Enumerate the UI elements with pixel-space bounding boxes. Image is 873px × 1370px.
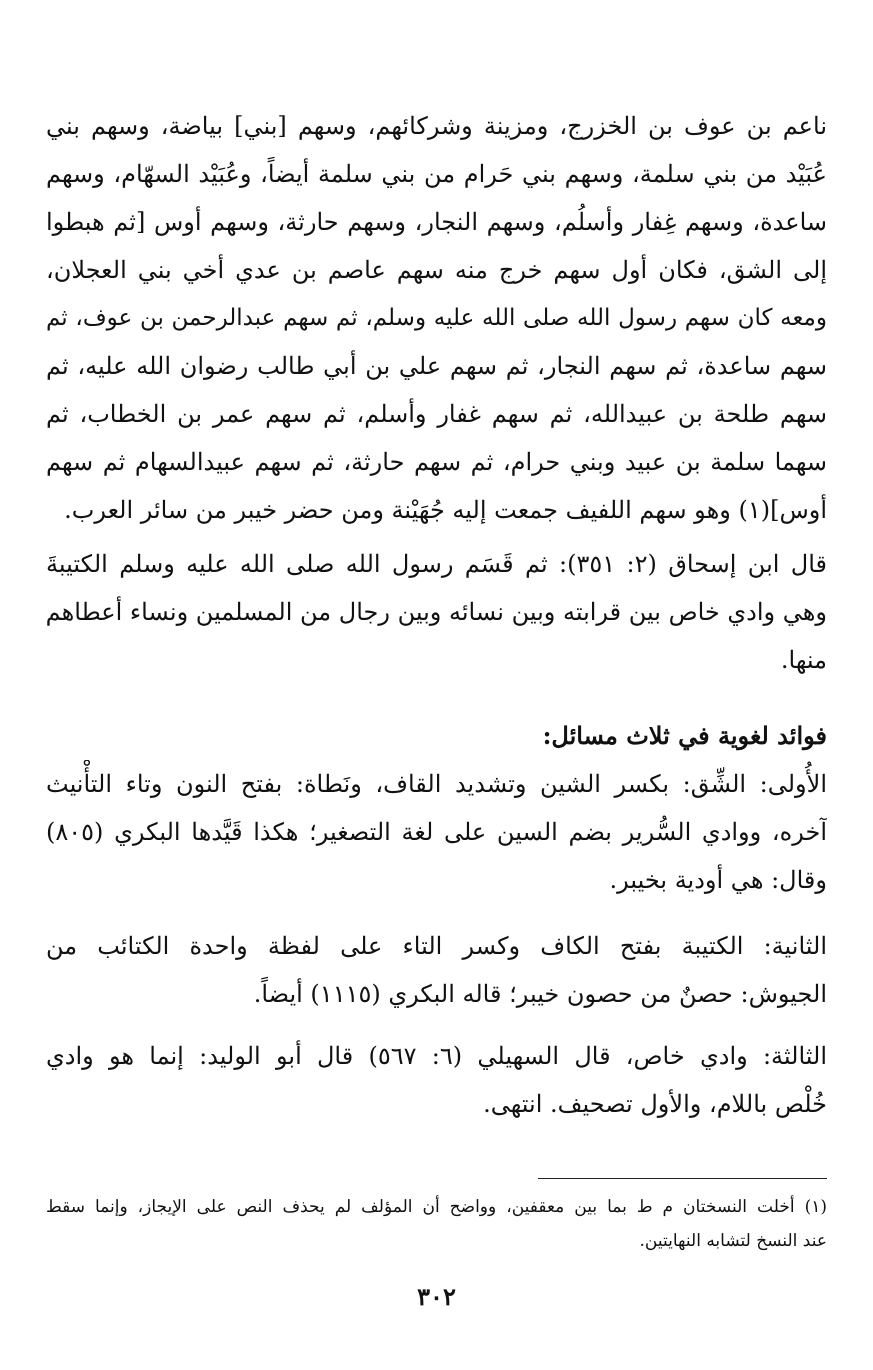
page-number: ٣٠٢ <box>417 1282 456 1311</box>
text-line: سهما سلمة بن عبيد وبني حرام، ثم سهم حارثة، ثم سهم عبيدالسهام ثم سهم <box>46 448 827 476</box>
text-line: وقال: هي أودية بخيبر. <box>609 866 827 894</box>
text-line: خُلْص باللام، والأول تصحيف. انتهى. <box>483 1090 827 1118</box>
text-line: وهي وادي خاص بين قرابته وبين نسائه وبين رجال من المسلمين ونساء أعطاهم <box>46 598 827 626</box>
text-line: سهم طلحة بن عبيدالله، ثم سهم غفار وأسلم، ثم سهم عمر بن الخطاب، ثم <box>46 400 827 428</box>
second-issue-paragraph <box>46 922 827 1018</box>
main-paragraph <box>46 102 827 534</box>
text-line: ناعم بن عوف بن الخزرج، ومزينة وشركائهم، وسهم [بني] بياضة، وسهم بني <box>46 112 827 140</box>
text-line: الأُولى: الشِّق: بكسر الشين وتشديد القاف، ونَطاة: بفتح النون وتاء التأْنيث <box>46 770 827 798</box>
footnote-line: عند النسخ لتشابه النهايتين. <box>639 1231 827 1251</box>
text-line: ساعدة، وسهم غِفار وأسلُم، وسهم النجار، وسهم حارثة، وسهم أوس [ثم هبطوا <box>46 208 827 236</box>
footnote <box>46 1190 827 1258</box>
text-line: ومعه كان سهم رسول الله صلى الله عليه وسلم، ثم سهم عبدالرحمن بن عوف، ثم <box>46 305 827 331</box>
text-line: قال ابن إسحاق (٢: ٣٥١): ثم قَسَم رسول الله صلى الله عليه وسلم الكتيبةَ <box>46 550 827 578</box>
text-line: الثالثة: وادي خاص، قال السهيلي (٦: ٥٦٧) قال أبو الوليد: إنما هو وادي <box>46 1042 827 1070</box>
text-line: عُبَيْد من بني سلمة، وسهم بني حَرام من بني سلمة أيضاً، وعُبَيْد السهّام، وسهم <box>46 160 827 188</box>
text-line: الثانية: الكتيبة بفتح الكاف وكسر التاء على لفظة واحدة الكتائب من <box>46 932 827 960</box>
ibn-ishaq-paragraph <box>46 540 827 684</box>
section-heading: فوائد لغوية في ثلاث مسائل: <box>542 721 827 750</box>
text-line: منها. <box>780 646 827 674</box>
text-line: سهم ساعدة، ثم سهم النجار، ثم سهم علي بن أبي طالب رضوان الله عليه، ثم <box>46 352 827 380</box>
text-line: آخره، ووادي السُّرير بضم السين على لغة التصغير؛ هكذا قَيَّدها البكري (٨٠٥) <box>46 818 827 846</box>
text-line: الجيوش: حصنٌ من حصون خيبر؛ قاله البكري (١١١٥) أيضاً. <box>253 980 827 1008</box>
footnote-divider <box>538 1178 827 1179</box>
footnote-line: (١) أخلت النسختان م ط بما بين معقفين، وواضح أن المؤلف لم يحذف النص على الإيجاز، وإنما سقط <box>46 1197 827 1217</box>
text-line: أوس](١) وهو سهم اللفيف جمعت إليه جُهَيْنة ومن حضر خيبر من سائر العرب. <box>64 496 827 524</box>
third-issue-paragraph <box>46 1032 827 1128</box>
text-line: إلى الشق، فكان أول سهم خرج منه سهم عاصم بن عدي أخي بني العجلان، <box>46 256 827 284</box>
first-issue-paragraph <box>46 760 827 904</box>
